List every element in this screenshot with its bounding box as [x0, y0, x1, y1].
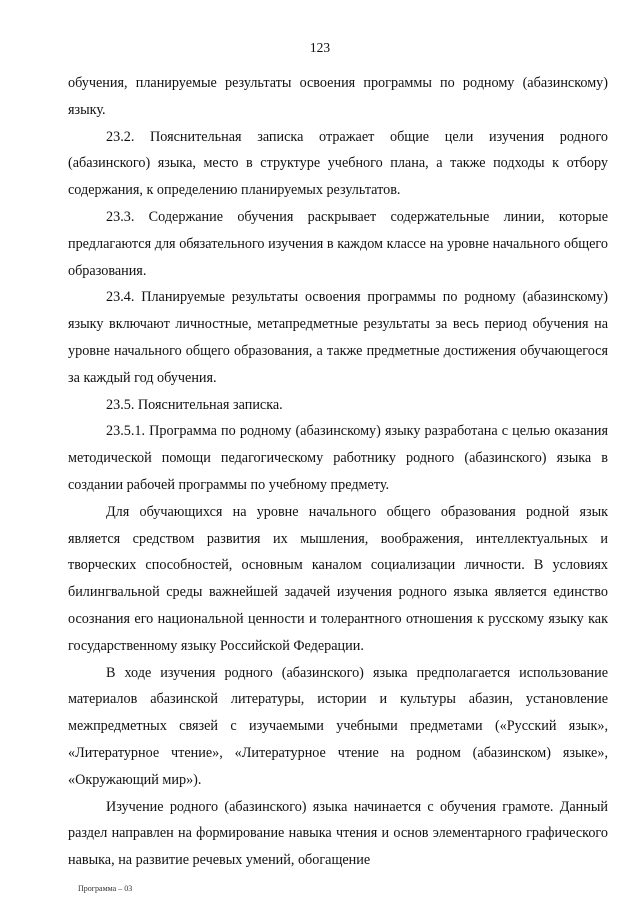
- paragraph-continuation: обучения, планируемые результаты освоения программы по родному (абазинскому) языку.: [68, 75, 608, 118]
- paragraph-23-2: 23.2. Пояснительная записка отражает общие цели изучения родного (абазинского) языка, место в структуре учебного плана, а также подходы к отбору содержания, к определению планируемых результатов.: [68, 128, 608, 199]
- paragraph-native-language-role: Для обучающихся на уровне начального общего образования родной язык является средством развития их мышления, воображения, интеллектуальных и творческих способностей, основным каналом социализации личности. В условиях билингвальной среды важнейшей задачей изучения родного языка является единство осознания его национальной ценности и толерантного отношения к русскому языку как государственному языку Российской Федерации.: [68, 503, 608, 654]
- footer-program-label: Программа – 03: [78, 884, 133, 893]
- paragraph-23-5: 23.5. Пояснительная записка.: [106, 396, 283, 413]
- page-number: 123: [309, 40, 331, 55]
- paragraph-literacy-start: Изучение родного (абазинского) языка начинается с обучения грамоте. Данный раздел направлен на формирование навыка чтения и основ элементарного графического навыка, на развитие речевых умений, обогащение: [68, 798, 608, 869]
- body-text: [68, 70, 608, 874]
- paragraph-interdisciplinary-links: В ходе изучения родного (абазинского) языка предполагается использование материалов абазинской литературы, истории и культуры абазин, установление межпредметных связей с изучаемыми учебными предметами («Русский язык», «Литературное чтение», «Литературное чтение на родном (абазинском) языке», «Окружающий мир»).: [68, 664, 608, 788]
- paragraph-23-3: 23.3. Содержание обучения раскрывает содержательные линии, которые предлагаются для обязательного изучения в каждом классе на уровне начального общего образования.: [68, 208, 608, 279]
- paragraph-23-5-1: 23.5.1. Программа по родному (абазинскому) языку разработана с целью оказания методической помощи педагогическому работнику родного (абазинского) языка в создании рабочей программы по учебному предмету.: [68, 423, 608, 493]
- paragraph-23-4: 23.4. Планируемые результаты освоения программы по родному (абазинскому) языку включают личностные, метапредметные результаты за весь период обучения на уровне начального общего образования, а также предметные достижения обучающегося за каждый год обучения.: [68, 289, 608, 386]
